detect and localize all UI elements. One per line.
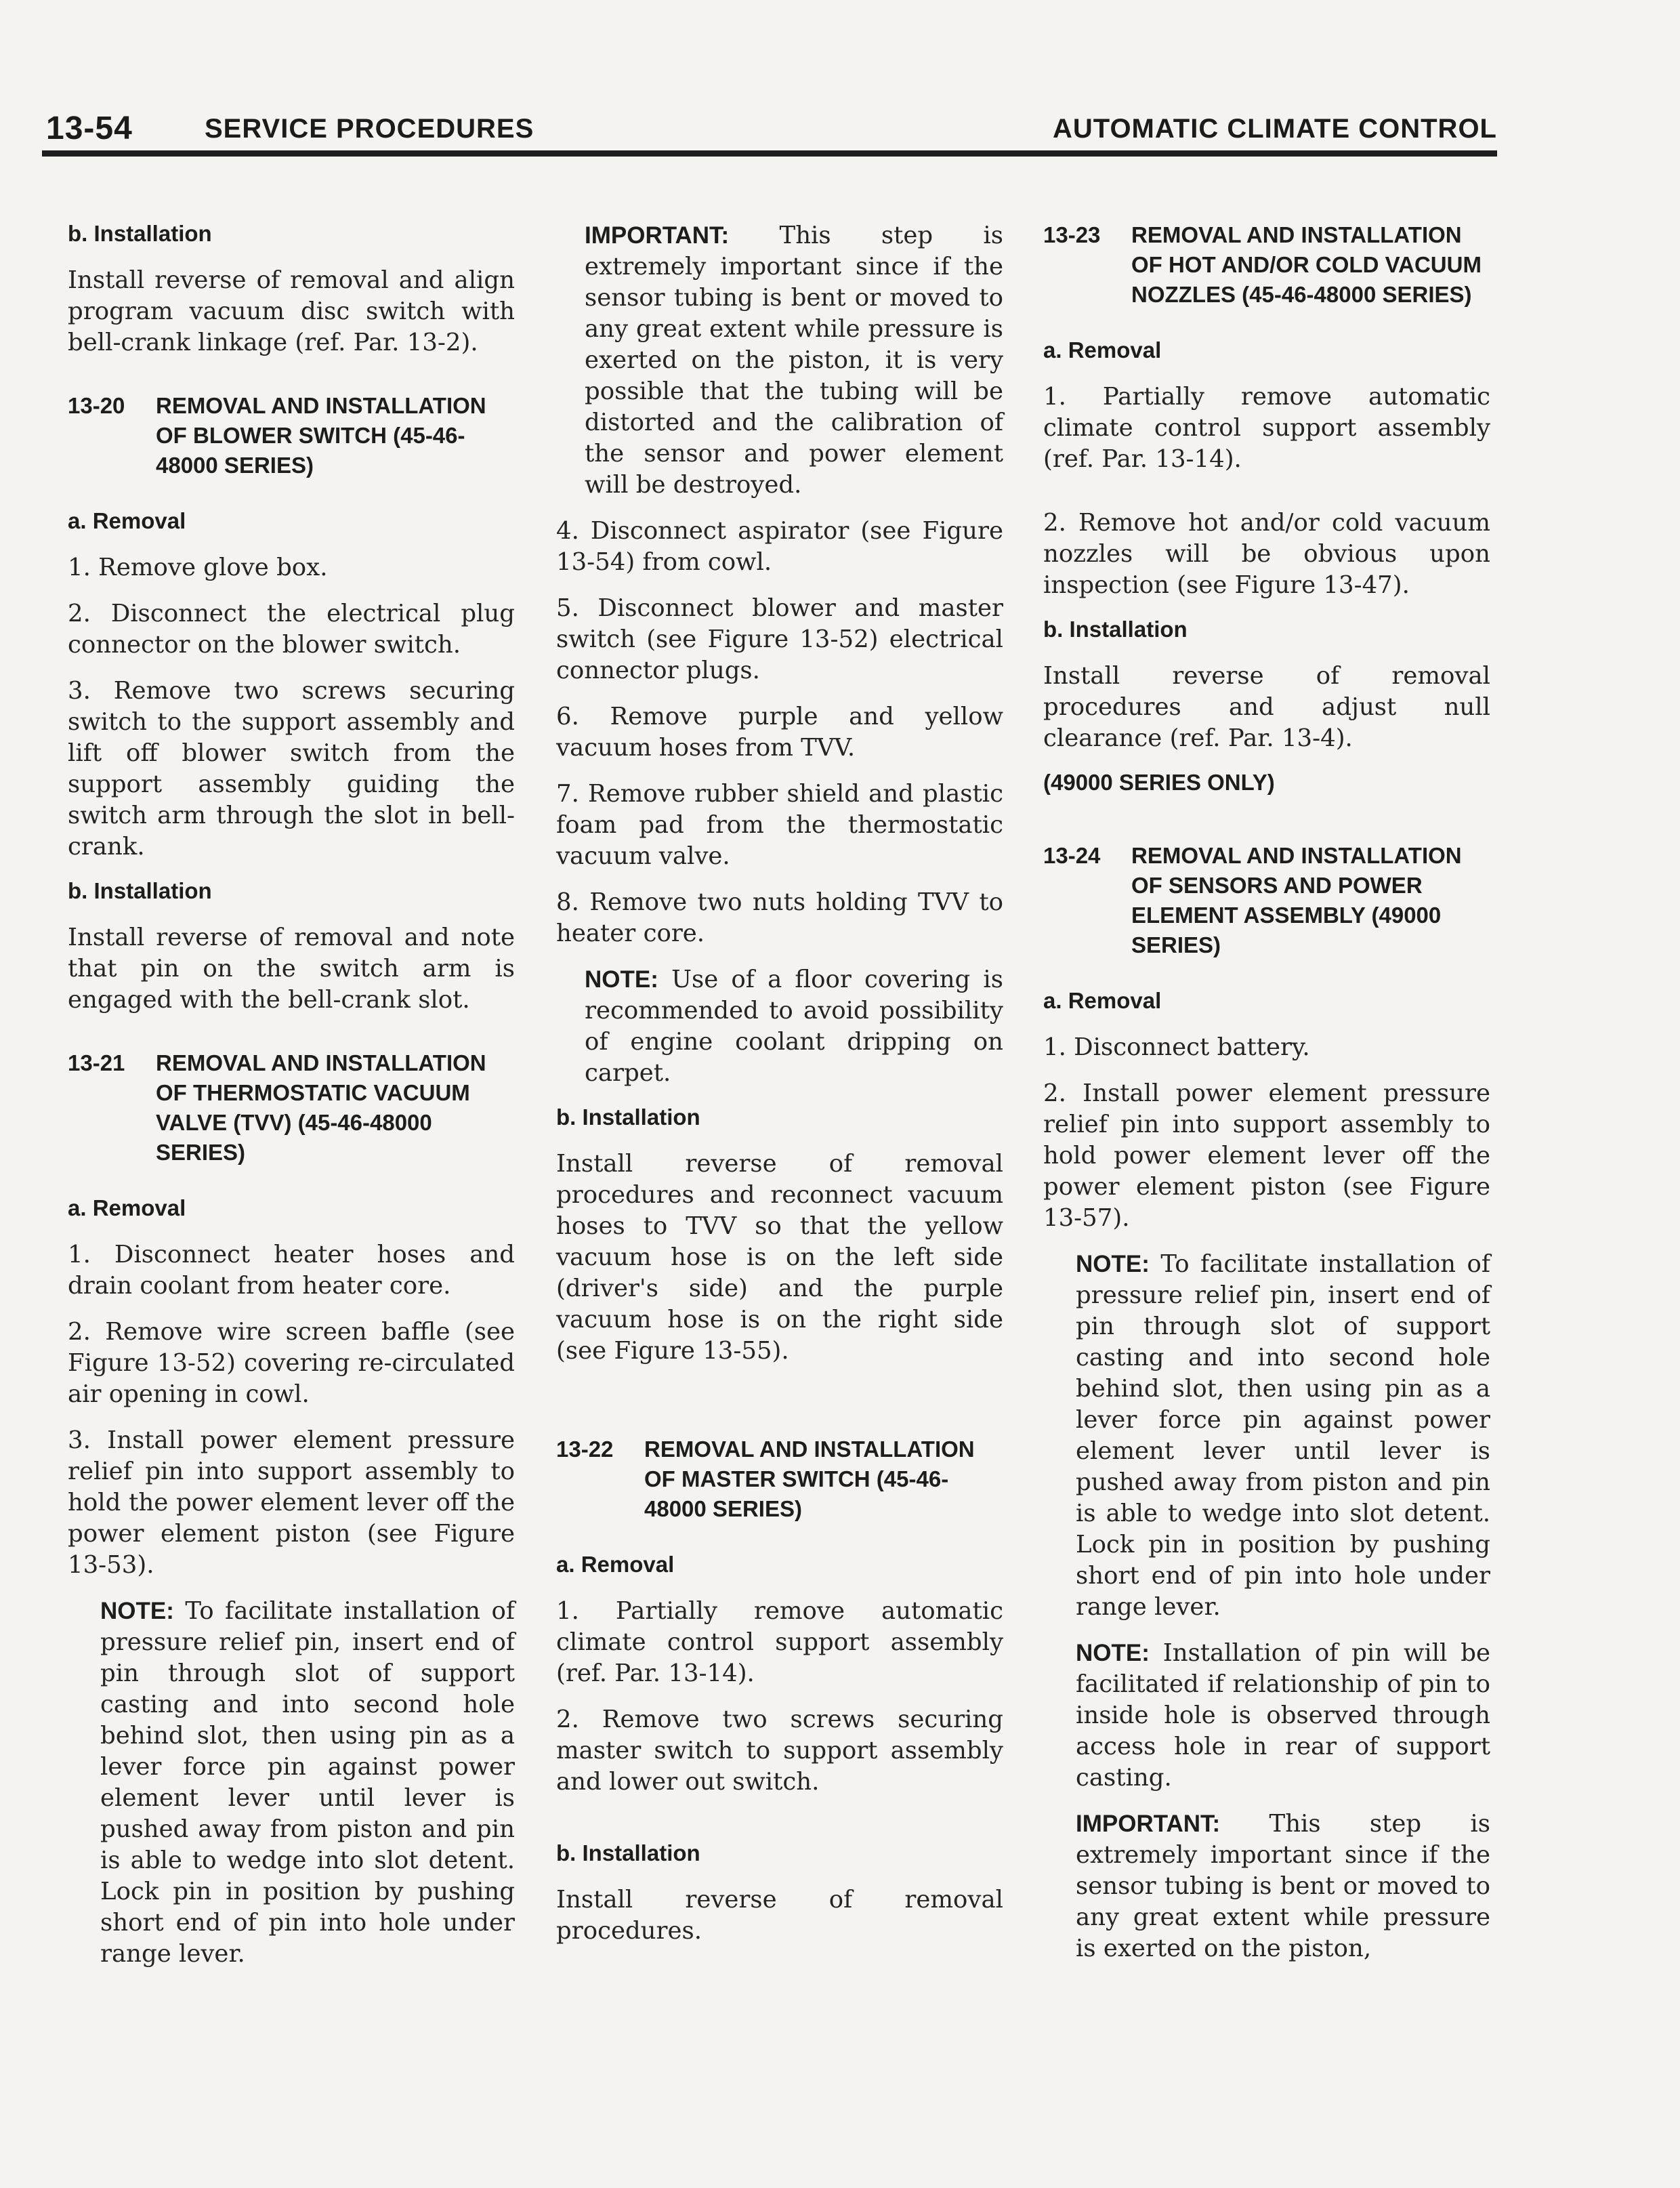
section-title-text: REMOVAL AND INSTALLATION OF THERMOSTATIC VACUUM VALVE (TVV) (45-46-48000 SERIES) xyxy=(156,1050,486,1165)
step: 1. Partially remove automatic climate control support assembly (ref. Par. 13-14). xyxy=(556,1597,1003,1687)
step: 2. Disconnect the electrical plug connector on the blower switch. xyxy=(68,600,515,659)
section-number: 13-21 xyxy=(68,1050,125,1075)
chapter-title: AUTOMATIC CLIMATE CONTROL xyxy=(1052,114,1497,144)
section-heading xyxy=(1043,220,1490,310)
section-heading xyxy=(68,1048,515,1168)
column-left xyxy=(68,220,515,1985)
step: 6. Remove purple and yellow vacuum hoses from TVV. xyxy=(556,703,1003,762)
note-label: NOTE: xyxy=(100,1598,174,1624)
subheading: b. Installation xyxy=(68,878,212,903)
section-heading xyxy=(556,1434,1003,1524)
step: 2. Remove wire screen baffle (see Figure 13-52) covering re-circulated air opening in cowl. xyxy=(68,1318,515,1408)
important-note xyxy=(1076,1809,1490,1964)
section-heading xyxy=(68,391,515,480)
subheading: b. Installation xyxy=(556,1105,700,1130)
step: 8. Remove two nuts holding TVV to heater core. xyxy=(556,888,1003,947)
column-right xyxy=(1043,220,1490,1979)
series-note: (49000 SERIES ONLY) xyxy=(1043,770,1275,795)
section-title-text: REMOVAL AND INSTALLATION OF SENSORS AND POWER ELEMENT ASSEMBLY (49000 SERIES) xyxy=(1131,843,1462,957)
note xyxy=(585,964,1003,1089)
paragraph: Install reverse of removal procedures. xyxy=(556,1886,1003,1945)
paragraph: Install reverse of removal procedures and reconnect vacuum hoses to TVV so that the yellow vacuum hose is on the left side (driver's side) and the purple vacuum hose is on the right side (see Figure 13-55). xyxy=(556,1150,1003,1365)
step: 2. Install power element pressure relief pin into support assembly to hold power element lever off the power element piston (see Figure 13-57). xyxy=(1043,1079,1490,1232)
step: 3. Remove two screws securing switch to the support assembly and lift off blower switch from the support assembly guiding the switch arm through the slot in bell-crank. xyxy=(68,677,515,861)
note-text: To facilitate installation of pressure relief pin, insert end of pin through slot of support casting and into second hole behind slot, then using pin as a lever force pin against power element lever until lever is pushed away from piston and pin is able to wedge into slot detent. Lock pin in position by pushing short end of pin into hole under range lever. xyxy=(100,1597,515,1968)
note xyxy=(1076,1638,1490,1794)
step: 5. Disconnect blower and master switch (see Figure 13-52) electrical connector plugs. xyxy=(556,594,1003,684)
page-header xyxy=(42,108,1497,157)
note-label: NOTE: xyxy=(1076,1640,1150,1666)
paragraph: Install reverse of removal and align program vacuum disc switch with bell-crank linkage (ref. Par. 13-2). xyxy=(68,266,515,356)
subheading: a. Removal xyxy=(68,1195,186,1220)
step: 1. Disconnect battery. xyxy=(1043,1033,1310,1061)
column-middle xyxy=(556,220,1003,1962)
note xyxy=(100,1596,515,1970)
subheading: a. Removal xyxy=(68,508,186,533)
section-title-text: REMOVAL AND INSTALLATION OF BLOWER SWITCH (45-46-48000 SERIES) xyxy=(156,393,486,478)
paragraph: Install reverse of removal and note that pin on the switch arm is engaged with the bell-crank slot. xyxy=(68,924,515,1014)
section-number: 13-24 xyxy=(1043,843,1101,868)
step: 4. Disconnect aspirator (see Figure 13-54) from cowl. xyxy=(556,517,1003,576)
subheading: a. Removal xyxy=(1043,337,1162,363)
page-number: 13-54 xyxy=(46,110,133,146)
step: 1. Disconnect heater hoses and drain coolant from heater core. xyxy=(68,1241,515,1300)
note-text: Installation of pin will be facilitated if relationship of pin to inside hole is observed through access hole in rear of support casting. xyxy=(1076,1639,1490,1792)
subheading: b. Installation xyxy=(1043,617,1188,642)
note-label: NOTE: xyxy=(585,966,658,993)
step: 2. Remove hot and/or cold vacuum nozzles will be obvious upon inspection (see Figure 13-47). xyxy=(1043,509,1490,599)
step: 3. Install power element pressure relief pin into support assembly to hold the power element lever off the power element piston (see Figure 13-53). xyxy=(68,1426,515,1579)
step: 7. Remove rubber shield and plastic foam pad from the thermostatic vacuum valve. xyxy=(556,780,1003,870)
important-label: IMPORTANT: xyxy=(1076,1811,1221,1837)
section-number: 13-22 xyxy=(556,1437,614,1462)
section-number: 13-23 xyxy=(1043,222,1101,247)
subheading: a. Removal xyxy=(1043,988,1162,1013)
section-heading xyxy=(1043,841,1490,960)
important-note xyxy=(585,220,1003,501)
important-label: IMPORTANT: xyxy=(585,222,730,249)
section-title-text: REMOVAL AND INSTALLATION OF MASTER SWITCH (45-46-48000 SERIES) xyxy=(644,1437,975,1521)
section-title-text: REMOVAL AND INSTALLATION OF HOT AND/OR COLD VACUUM NOZZLES (45-46-48000 SERIES) xyxy=(1131,222,1482,307)
subheading: a. Removal xyxy=(556,1552,675,1577)
step: 1. Remove glove box. xyxy=(68,554,328,581)
subheading: b. Installation xyxy=(68,221,212,246)
subheading: b. Installation xyxy=(556,1840,700,1865)
important-text: This step is extremely important since if the sensor tubing is bent or moved to any great extent while pressure is exerted on the piston, it is very possible that the tubing will be distorted and the calibration of the sensor and power element will be destroyed. xyxy=(585,222,1003,499)
section-title: SERVICE PROCEDURES xyxy=(205,114,534,144)
paragraph: Install reverse of removal procedures and adjust null clearance (ref. Par. 13-4). xyxy=(1043,662,1490,752)
important-text: This step is extremely important since if the sensor tubing is bent or moved to any great extent while pressure is exerted on the piston, xyxy=(1076,1810,1490,1962)
note-text: Use of a floor covering is recommended to avoid possibility of engine coolant dripping on carpet. xyxy=(585,966,1003,1087)
section-number: 13-20 xyxy=(68,393,125,418)
note xyxy=(1076,1249,1490,1623)
step: 2. Remove two screws securing master switch to support assembly and lower out switch. xyxy=(556,1706,1003,1796)
note-label: NOTE: xyxy=(1076,1251,1150,1277)
step: 1. Partially remove automatic climate control support assembly (ref. Par. 13-14). xyxy=(1043,383,1490,473)
note-text: To facilitate installation of pressure relief pin, insert end of pin through slot of support casting and into second hole behind slot, then using pin as a lever force pin against power element lever until lever is pushed away from piston and pin is able to wedge into slot detent. Lock pin in position by pushing short end of pin into hole under range lever. xyxy=(1076,1250,1490,1621)
